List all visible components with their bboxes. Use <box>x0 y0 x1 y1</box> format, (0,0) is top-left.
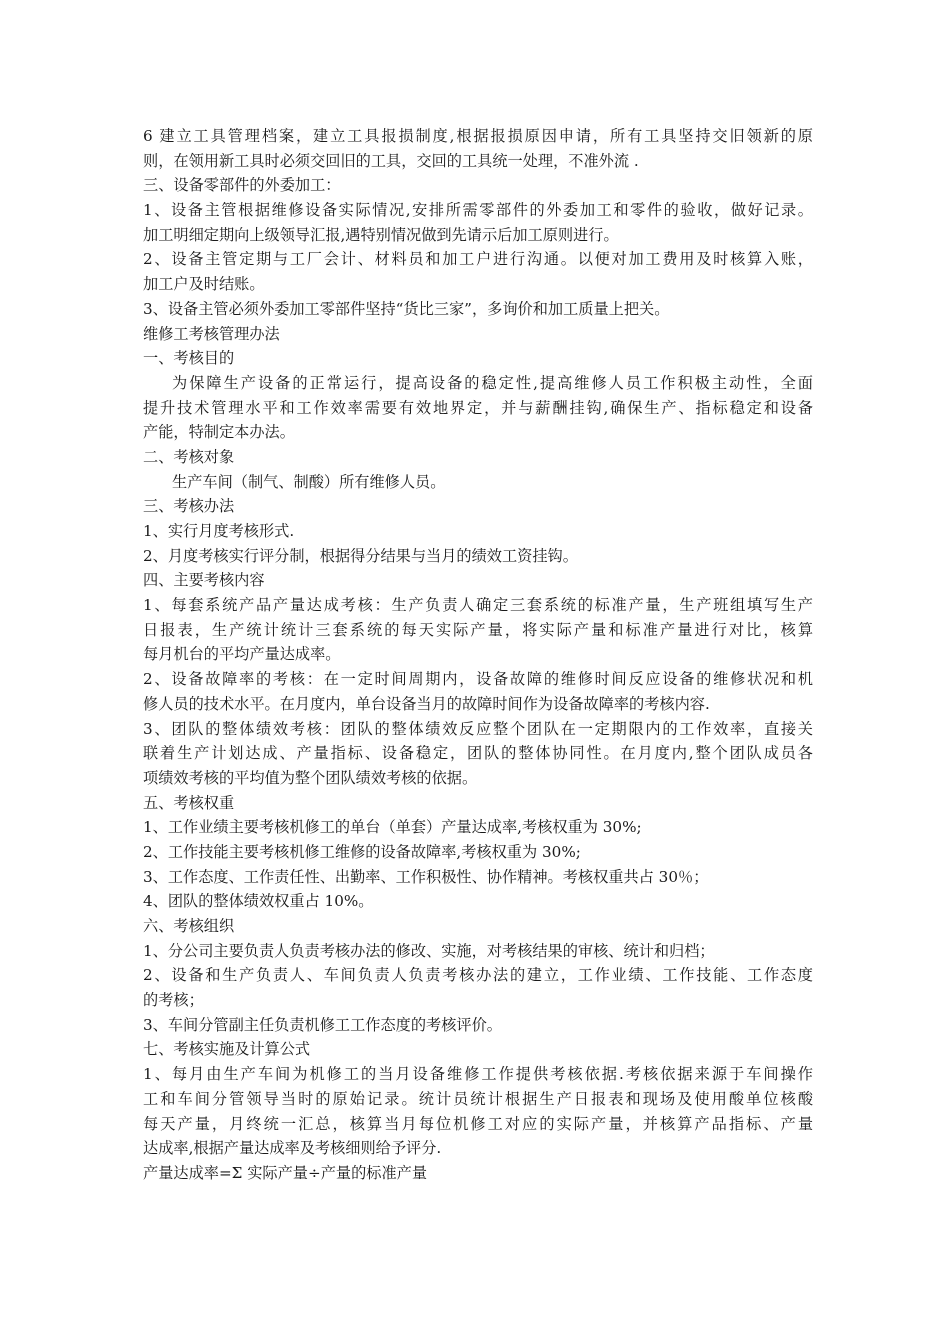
text-line: 每天产量，月终统一汇总，核算当月每位机修工对应的实际产量，并核算产品指标、产量 <box>143 1114 813 1133</box>
text-line: 联着生产计划达成、产量指标、设备稳定，团队的整体协同性。在月度内,整个团队成员各 <box>143 744 813 763</box>
text-line: 1、工作业绩主要考核机修工的单台（单套）产量达成率,考核权重为 30%; <box>143 818 642 837</box>
text-line: 修人员的技术水平。在月度内，单台设备当月的故障时间作为设备故障率的考核内容. <box>143 694 710 713</box>
text-line: 3、团队的整体绩效考核：团队的整体绩效反应整个团队在一定期限内的工作效率，直接关 <box>143 719 813 738</box>
text-line: 1、每月由生产车间为机修工的当月设备维修工作提供考核依据.考核依据来源于车间操作 <box>143 1065 813 1084</box>
text-line: 4、团队的整体绩效权重占 10%。 <box>143 892 374 911</box>
text-line: 2、月度考核实行评分制，根据得分结果与当月的绩效工资挂钩。 <box>143 546 578 565</box>
text-line: 一、考核目的 <box>143 349 235 368</box>
text-line: 的考核； <box>143 991 204 1010</box>
text-line: 工和车间分管领导当时的原始记录。统计员统计根据生产日报表和现场及使用酸单位核酸 <box>143 1089 813 1108</box>
text-line: 生产车间（制气、制酸）所有维修人员。 <box>172 472 446 491</box>
text-line: 2、设备和生产负责人、车间负责人负责考核办法的建立，工作业绩、工作技能、工作态度 <box>143 966 813 985</box>
text-line: 加工明细定期向上级领导汇报,遇特别情况做到先请示后加工原则进行。 <box>143 225 619 244</box>
text-line: 1、分公司主要负责人负责考核办法的修改、实施，对考核结果的审核、统计和归档； <box>143 941 715 960</box>
text-line: 达成率,根据产量达成率及考核细则给予评分. <box>143 1139 442 1158</box>
text-line: 加工户及时结账。 <box>143 275 265 294</box>
text-line: 3、设备主管必须外委加工零部件坚持“货比三家”，多询价和加工质量上把关。 <box>143 299 670 318</box>
text-line: 6 建立工具管理档案，建立工具报损制度,根据报损原因申请，所有工具坚持交旧领新的原 <box>143 127 813 145</box>
text-line: 2、设备主管定期与工厂会计、材料员和加工户进行沟通。以便对加工费用及时核算入账， <box>143 250 813 269</box>
text-line: 日报表，生产统计统计三套系统的每天实际产量，将实际产量和标准产量进行对比，核算 <box>143 620 813 639</box>
text-line: 六、考核组织 <box>143 917 235 935</box>
text-line: 则，在领用新工具时必须交回旧的工具，交回的工具统一处理，不准外流 . <box>143 151 639 170</box>
text-line: 2、工作技能主要考核机修工维修的设备故障率,考核权重为 30%; <box>143 842 581 861</box>
text-line: 1、每套系统产品产量达成考核：生产负责人确定三套系统的标准产量，生产班组填写生产 <box>143 596 813 615</box>
text-line: 为保障生产设备的正常运行，提高设备的稳定性,提高维修人员工作积极主动性，全面 <box>172 373 813 392</box>
text-line: 3、工作态度、工作责任性、出勤率、工作积极性、协作精神。考核权重共占 30％； <box>143 867 709 886</box>
text-line: 产能，特制定本办法。 <box>143 423 295 442</box>
text-line: 1、设备主管根据维修设备实际情况,安排所需零部件的外委加工和零件的验收，做好记录。 <box>143 201 813 220</box>
text-line: 三、考核办法 <box>143 497 235 516</box>
document-body <box>143 124 813 1186</box>
text-line: 二、考核对象 <box>143 447 235 466</box>
text-line: 维修工考核管理办法 <box>143 324 280 343</box>
text-line: 1、实行月度考核形式. <box>143 522 295 540</box>
text-line: 三、设备零部件的外委加工： <box>143 176 341 195</box>
text-line: 项绩效考核的平均值为整个团队绩效考核的依据。 <box>143 768 478 787</box>
text-line: 产量达成率=Σ 实际产量÷产量的标准产量 <box>143 1163 428 1182</box>
text-line: 3、车间分管副主任负责机修工工作态度的考核评价。 <box>143 1015 502 1034</box>
text-line: 提升技术管理水平和工作效率需要有效地界定，并与薪酬挂钩,确保生产、指标稳定和设备 <box>143 398 813 417</box>
text-line: 四、主要考核内容 <box>143 571 265 590</box>
text-line: 2、设备故障率的考核：在一定时间周期内，设备故障的维修时间反应设备的维修状况和机 <box>143 670 813 689</box>
text-line: 每月机台的平均产量达成率。 <box>143 645 341 664</box>
text-line: 七、考核实施及计算公式 <box>143 1040 311 1059</box>
text-line: 五、考核权重 <box>143 793 235 812</box>
